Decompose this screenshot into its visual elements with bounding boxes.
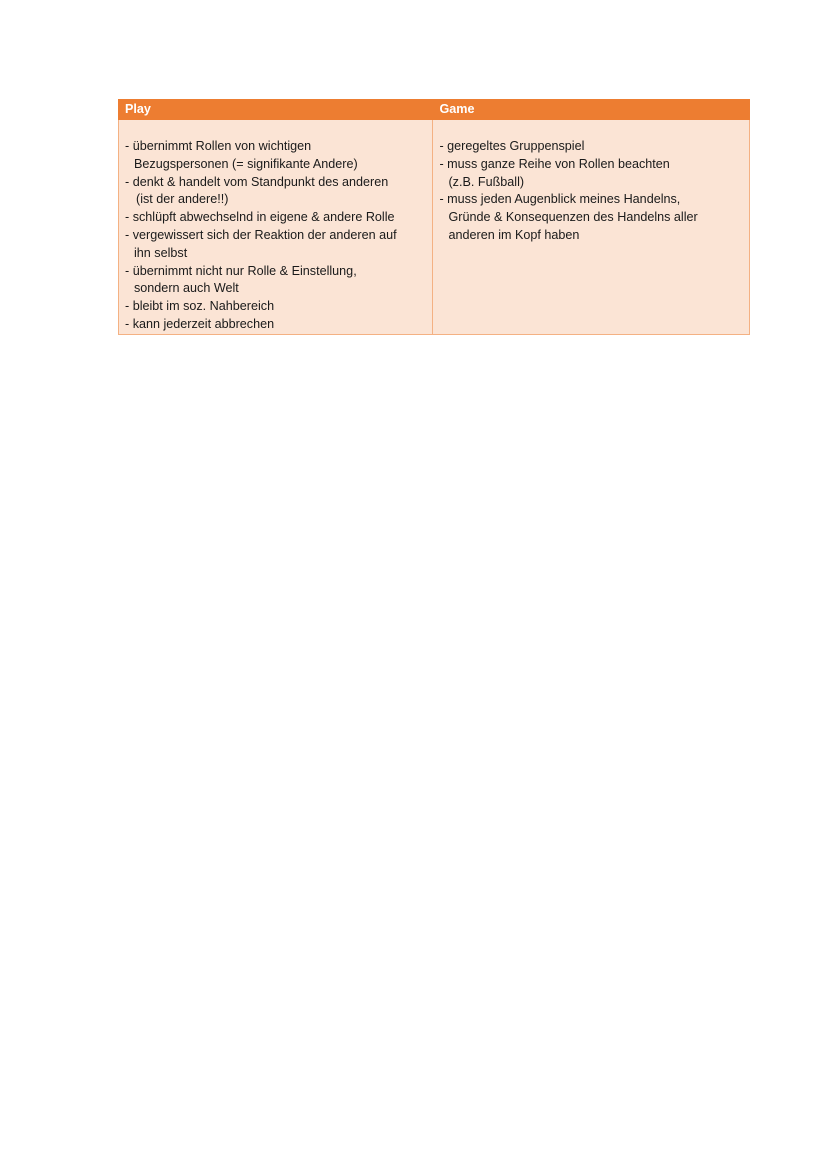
game-cell <box>433 120 750 335</box>
game-line: Gründe & Konsequenzen des Handelns aller <box>448 210 698 225</box>
comparison-table <box>118 99 750 335</box>
table-row <box>119 120 750 335</box>
play-line: - übernimmt Rollen von wichtigen <box>125 139 312 153</box>
header-game: Game <box>433 100 750 120</box>
play-line: sondern auch Welt <box>134 281 239 296</box>
play-line: - bleibt im soz. Nahbereich <box>125 299 275 314</box>
play-line: - übernimmt nicht nur Rolle & Einstellung, <box>125 263 357 278</box>
game-line: - geregeltes Gruppenspiel <box>439 139 585 153</box>
play-line: - denkt & handelt vom Standpunkt des anderen <box>125 174 389 189</box>
game-line: (z.B. Fußball) <box>448 174 525 189</box>
play-line: ihn selbst <box>134 245 188 260</box>
play-line: - kann jederzeit abbrechen <box>125 316 275 331</box>
play-line: Bezugspersonen (= signifikante Andere) <box>134 156 358 171</box>
play-cell <box>119 120 433 335</box>
table-header-row <box>119 100 750 120</box>
header-play: Play <box>119 100 433 120</box>
play-line: - vergewissert sich der Reaktion der anderen auf <box>125 227 397 242</box>
game-line: - muss ganze Reihe von Rollen beachten <box>439 156 670 171</box>
game-line: anderen im Kopf haben <box>448 227 580 242</box>
play-line: - schlüpft abwechselnd in eigene & andere Rolle <box>125 210 395 225</box>
play-line: (ist der andere!!) <box>136 192 229 207</box>
game-line: - muss jeden Augenblick meines Handelns, <box>439 192 681 207</box>
